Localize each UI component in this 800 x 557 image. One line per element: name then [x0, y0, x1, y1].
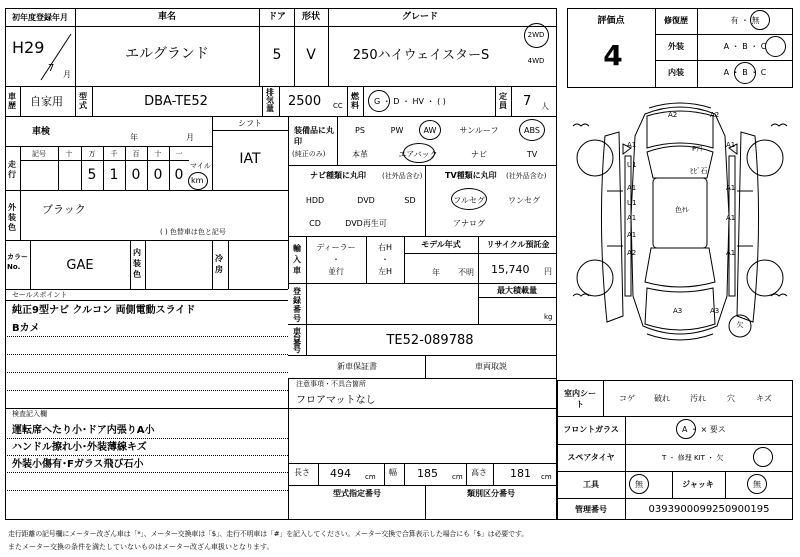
fuel-circle: [368, 90, 390, 112]
navi-cd: CD: [309, 219, 321, 228]
control-label: 管理番号: [575, 505, 607, 514]
mileage-km: km: [191, 176, 204, 185]
interior-color-label: 内装色: [133, 248, 141, 279]
diag-label-a1-l3: A1: [627, 214, 637, 222]
sales-line-1: 純正9型ナビ クルコン 両側電動スライド: [12, 305, 196, 316]
model-value: DBA-TE52: [144, 94, 208, 109]
length-value: 494: [330, 467, 351, 480]
diag-label-a1-r4: A1: [726, 249, 736, 257]
fuel-label: 燃料: [351, 92, 359, 110]
warranty-label: 新車保証書: [337, 362, 377, 371]
score-value: 4: [603, 39, 623, 72]
diag-label-a2-front-l: A2: [668, 111, 678, 119]
inspection-line-2: ハンドル擦れ小･外装薄線キズ: [12, 442, 147, 453]
seat-ana: 穴: [727, 394, 735, 403]
import-dot: ・: [332, 255, 340, 264]
import-heiko: 並行: [328, 267, 344, 276]
diag-label-hibiishi: ﾋﾋﾞ石: [690, 167, 708, 175]
shift-value: IAT: [239, 151, 261, 167]
notes-label: 注意事項・不具合箇所: [296, 380, 366, 388]
equip-ps: PS: [355, 126, 365, 135]
shape-value: V: [306, 47, 316, 63]
doors-value: 5: [272, 47, 282, 63]
exterior-color-value: ブラック: [42, 203, 86, 216]
height-cm: cm: [541, 473, 552, 481]
car-name-label: 車名: [157, 12, 177, 22]
windshield-circle: [676, 419, 696, 439]
diag-label-a1-r1: A1: [726, 141, 736, 149]
exterior-score-label: 外装: [668, 42, 684, 51]
shaken-month-unit: 月: [186, 133, 194, 142]
equip-abs: ABS: [524, 126, 540, 135]
import-left: 左H: [377, 267, 393, 276]
registration-label: 登録番号: [293, 287, 301, 323]
navi-dvd: DVD: [357, 196, 375, 205]
import-right: 右H: [377, 243, 393, 252]
color-code-value: GAE: [66, 258, 94, 273]
seat-label: 室内シート: [564, 389, 596, 409]
import-label: 輸入車: [293, 244, 301, 275]
model-year-nen: 年: [432, 268, 440, 277]
score-label: 評価点: [597, 16, 625, 26]
diag-label-u1-l1: U1: [627, 161, 637, 169]
model-label: 型式: [79, 92, 87, 110]
diag-label-a3-r: A3: [710, 307, 720, 315]
equip-pw: PW: [390, 126, 404, 135]
seat-yabure: 破れ: [654, 394, 670, 403]
equipment-sub: (純正のみ): [292, 150, 326, 158]
equip-tv: TV: [526, 150, 538, 159]
color-code-label: カラーNo.: [7, 253, 28, 271]
diag-label-a2-mid: A2: [627, 249, 637, 257]
tv-analog: アナログ: [453, 219, 485, 228]
recycle-yen: 円: [544, 267, 552, 276]
tv-oneseg: ワンセグ: [508, 196, 540, 205]
mileage-digit-1: 5: [87, 167, 97, 183]
vehicle-type-label: 車歴: [8, 92, 16, 110]
reito-label: 冷房: [215, 254, 223, 274]
equipment-label: 装備品に丸印: [294, 126, 334, 146]
equip-leather: 本革: [352, 150, 368, 159]
seat-yogore: 汚れ: [690, 394, 706, 403]
type-designation-label: 型式指定番号: [333, 489, 381, 498]
model-year-label: モデル年式: [421, 240, 461, 249]
jack-label: ジャッキ: [682, 480, 714, 489]
width-cm: cm: [452, 473, 463, 481]
repair-circle: [750, 10, 770, 30]
max-load-kg: kg: [544, 313, 553, 321]
category-label: 類別区分番号: [467, 489, 515, 498]
equip-aw: AW: [423, 126, 437, 135]
interior-score-options: A ・ B ・ C: [723, 68, 767, 77]
length-cm: cm: [365, 473, 376, 481]
first-reg-year: H29: [12, 38, 45, 57]
vehicle-type-value: 自家用: [30, 95, 63, 108]
diag-label-u1-l2: U1: [627, 199, 637, 207]
mileage-digit-4: 0: [153, 167, 163, 183]
control-value: 0393900099250900195: [648, 504, 770, 515]
spare-circle: [753, 447, 773, 467]
jack-circle: [747, 474, 767, 494]
sales-line-2: Bカメ: [12, 323, 40, 334]
shape-label: 形状: [301, 12, 321, 22]
tv-type-sub: (社外品含む): [506, 172, 547, 180]
spare-options: T ・ 修理 KIT ・ 欠: [662, 454, 724, 462]
navi-hdd: HDD: [305, 196, 325, 205]
equip-sunroof: サンルーフ: [459, 126, 499, 135]
cc-unit: CC: [333, 102, 343, 110]
diag-label-a1-r2: A1: [726, 214, 736, 222]
digit-header-4: 十: [154, 150, 162, 158]
tools-circle: [629, 474, 649, 494]
equip-navi: ナビ: [471, 150, 487, 159]
tv-type-label: TV種類に丸印: [445, 171, 497, 180]
exterior-color-note: ( ) 色替車は色と記号: [160, 228, 226, 236]
height-label: 高さ: [471, 468, 487, 477]
mileage-kigo: 記号: [32, 150, 46, 158]
sales-point-label: セールスポイント: [12, 291, 68, 299]
tools-value: 無: [635, 480, 643, 489]
seat-koge: コゲ: [619, 394, 635, 403]
footer-line-2: またメーター交換の条件を満たしていないものはメーター改ざん車扱いとなります。: [8, 543, 274, 551]
recycle-label: リサイクル預託金: [486, 240, 550, 249]
width-value: 185: [417, 467, 438, 480]
tv-fullseg: フルセグ: [453, 196, 485, 205]
fuel-options: G ・ D ・ HV ・ ( ): [374, 97, 446, 106]
footer-line-1: 走行距離の記号欄にメーター改ざん車は「*」、メーター交換車は「$」、走行不明車は「#」を記入してください。メーター交換で合算表示した場合にも「$」は必要です。: [8, 530, 528, 538]
displacement-label: 排気量: [266, 88, 274, 113]
digit-header-5: 一: [175, 150, 183, 158]
first-reg-label: 初年度登録年月: [12, 13, 68, 22]
import-dot2: ・: [381, 255, 389, 264]
car-damage-diagram: [567, 96, 793, 371]
diag-label-iroyare: 色ﾔﾚ: [675, 206, 689, 214]
digit-header-2: 千: [110, 150, 118, 158]
repair-label: 修復歴: [664, 16, 688, 25]
digit-header-3: 百: [132, 150, 140, 158]
seat-kizu: キズ: [756, 394, 772, 403]
diag-label-a3-l: A3: [673, 307, 683, 315]
navi-type-sub: (社外品含む): [382, 172, 423, 180]
manual-label: 車両取説: [475, 362, 507, 371]
shift-label: シフト: [238, 119, 262, 128]
jack-value: 無: [753, 480, 761, 489]
repair-options: 有 ・ 無: [730, 16, 760, 25]
exterior-score-circle: [765, 36, 786, 57]
tools-label: 工具: [583, 480, 599, 489]
mileage-digit-3: 0: [131, 167, 141, 183]
windshield-options: A ・ × 要ス: [682, 425, 726, 434]
diag-label-a2-front-r: A2: [710, 111, 720, 119]
diag-label-a1-r3: A1: [726, 184, 736, 192]
exterior-color-label: 外装色: [8, 203, 16, 232]
shaken-label: 車検: [32, 127, 51, 137]
navi-type-label: ナビ種類に丸印: [310, 171, 366, 180]
inspection-line-3: 外装小傷有･Fガラス飛び石小: [12, 459, 144, 470]
capacity-value: 7: [523, 94, 532, 109]
mileage-digit-5: 0: [174, 167, 184, 183]
windshield-label: フロントガラス: [563, 425, 619, 434]
drive-2wd: 2WD: [527, 31, 545, 39]
width-label: 幅: [389, 468, 397, 477]
month-unit: 月: [63, 70, 71, 79]
diag-label-a1-l2: A1: [627, 184, 637, 192]
diag-label-a1-l1: A1: [627, 141, 637, 149]
inspection-label: 検査記入欄: [12, 410, 47, 418]
grade-label: グレード: [401, 12, 439, 22]
model-year-fumei: 不明: [458, 268, 474, 277]
chassis-value: TE52-089788: [386, 333, 474, 348]
drive-4wd: 4WD: [527, 57, 545, 65]
equip-airbag: エアバック: [398, 150, 438, 159]
car-name-value: エルグランド: [125, 46, 209, 62]
exterior-score-options: A ・ B ・ C: [723, 42, 767, 51]
mileage-label: 走行: [8, 160, 16, 179]
displacement-value: 2500: [288, 94, 322, 109]
interior-score-label: 内装: [668, 68, 684, 77]
height-value: 181: [510, 467, 531, 480]
length-label: 長さ: [294, 468, 310, 477]
mileage-mile: マイル: [190, 162, 211, 170]
capacity-unit: 人: [541, 102, 549, 111]
grade-value: 250ハイウェイスターS: [352, 48, 490, 63]
digit-header-1: 万: [88, 150, 96, 158]
chassis-label: 車台番号: [293, 327, 301, 354]
max-load-label: 最大積載量: [497, 286, 537, 295]
shaken-year-unit: 年: [130, 133, 138, 142]
mileage-digit-2: 1: [109, 167, 119, 183]
diag-label-ketsu: 欠: [736, 321, 744, 329]
spare-label: スペアタイヤ: [567, 453, 615, 462]
digit-header-0: 十: [65, 150, 73, 158]
navi-sd: SD: [404, 196, 416, 205]
first-reg-month: 7: [48, 63, 55, 74]
import-dealer: ディーラー: [316, 243, 356, 252]
diag-label-a1-rear: A1: [627, 231, 637, 239]
inspection-line-1: 運転席へたり小･ドア内張りA小: [12, 425, 155, 436]
door-label: ドア: [268, 12, 286, 22]
diag-label-patto: Pｱﾄ: [692, 145, 704, 153]
notes-value: フロアマットなし: [296, 395, 376, 406]
capacity-label: 定員: [499, 92, 507, 110]
recycle-value: 15,740: [491, 263, 530, 276]
navi-dvd-play: DVD再生可: [345, 219, 387, 228]
interior-score-circle: [734, 62, 756, 84]
